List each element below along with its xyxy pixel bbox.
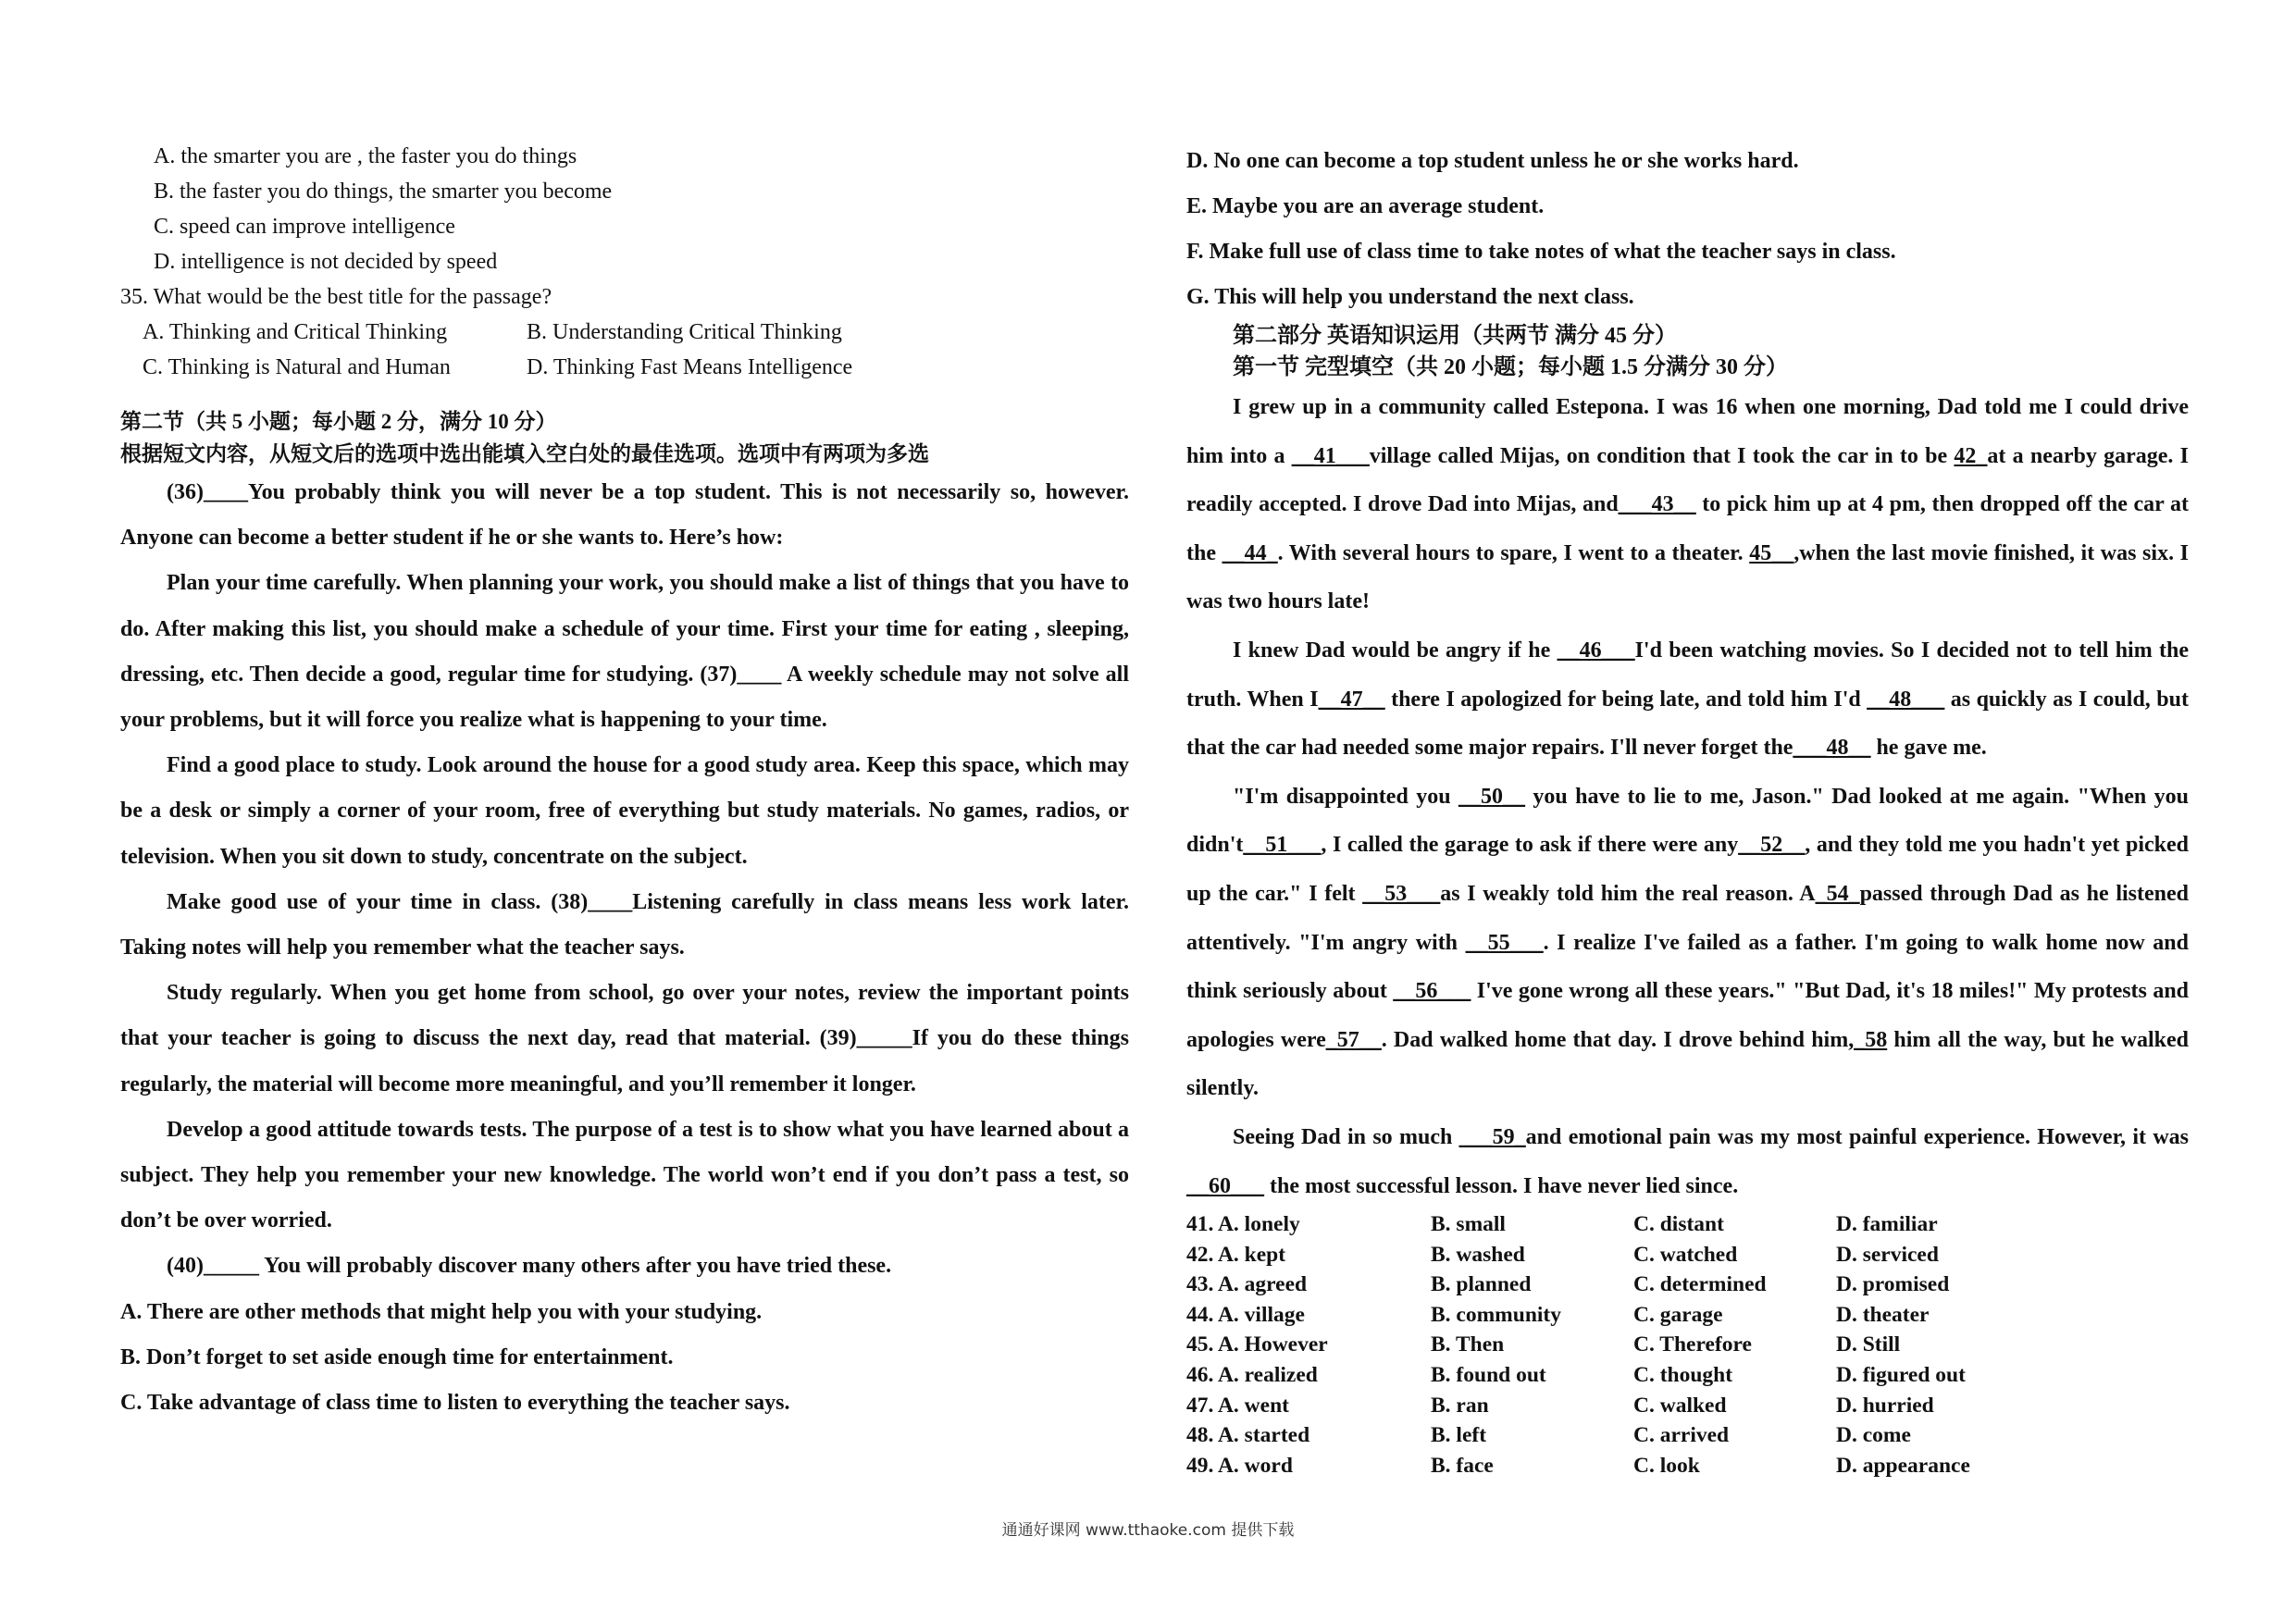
story-text: . With several hours to spare, I went to a theater. [1277, 540, 1750, 565]
answer-option-e: E. Maybe you are an average student. [1186, 194, 1545, 218]
story-text: you have to lie to me, Jason." Dad looked at me again. "When you didn't [1186, 784, 2189, 858]
choice-d: D. theater [1836, 1302, 1930, 1327]
option-d: D. intelligence is not decided by speed [154, 250, 498, 274]
blank-55: __55___ [1465, 930, 1544, 955]
q34-options [120, 139, 1129, 279]
blank-57: _57__ [1325, 1027, 1382, 1052]
choice-b: B. planned [1431, 1272, 1532, 1297]
choice-c: C. determined [1633, 1272, 1767, 1297]
q35-options-row-1 [120, 315, 1129, 350]
q35-stem: 35. What would be the best title for the passage? [120, 285, 552, 309]
choice-c: C. garage [1633, 1302, 1723, 1327]
page-footer: 通通好课网 www.tthaoke.com 提供下载 [1001, 1521, 1295, 1540]
blank-52: __52__ [1738, 833, 1806, 858]
story-paragraph-3 [1186, 773, 2189, 1113]
part2-title: 第二部分 英语知识运用（共两节 满分 45 分） [1233, 324, 1677, 348]
table-row [1186, 1363, 2021, 1394]
q35-option-a: A. Thinking and Critical Thinking [143, 320, 448, 344]
table-row [1186, 1303, 2021, 1333]
q35-option-b: B. Understanding Critical Thinking [527, 320, 842, 344]
story-paragraph-1 [1186, 383, 2189, 626]
answer-option-f: F. Make full use of class time to take notes of what the teacher says in class. [1186, 240, 1896, 264]
choice-d: D. promised [1836, 1272, 1950, 1297]
choice-d: D. familiar [1836, 1212, 1938, 1237]
blank-51: __51___ [1243, 833, 1322, 858]
choice-a: 42. A. kept [1186, 1242, 1286, 1267]
story-text: passed through Dad as he listened attentively. "I'm angry with [1186, 881, 2190, 955]
story-text: "I'm disappointed you [1233, 784, 1458, 809]
blank-50: __50__ [1458, 784, 1525, 809]
table-row [1186, 1394, 2021, 1424]
passage-paragraph-5: Study regularly. When you get home from school, go over your notes, review the important points that your teacher is going to discuss the next day, read that material. (39)_____If you do these things regularly, the material will become more meaningful, and you’ll remember it longer. [120, 981, 1129, 1096]
story-text: I've gone wrong all these years." "But Dad, it's 18 miles!" My protests and apologies were [1186, 979, 2190, 1052]
choice-c: C. look [1633, 1453, 1700, 1478]
blank-56: __56___ [1393, 979, 1471, 1004]
story-text: I knew Dad would be angry if he [1233, 638, 1558, 663]
story-text: . Dad walked home that day. I drove behind him, [1381, 1027, 1855, 1052]
blank-44: __44_ [1222, 540, 1278, 565]
story-text: . I realize I've failed as a father. I'm going to walk home now and think seriously about [1186, 930, 2189, 1004]
blank-45: 45__ [1749, 540, 1794, 565]
answer-option-a: A. There are other methods that might help you with your studying. [120, 1299, 763, 1324]
choice-a: 43. A. agreed [1186, 1272, 1308, 1297]
choice-b: B. washed [1431, 1242, 1525, 1267]
blank-48b: ___48__ [1793, 736, 1871, 761]
passage-paragraph-6: Develop a good attitude towards tests. The purpose of a test is to show what you have learned about a subject. They help you remember your new knowledge. The world won’t end if you don’t pass a test, so don’t be over worried. [120, 1117, 1129, 1233]
story-text: he gave me. [1870, 736, 1987, 761]
choice-a: 44. A. village [1186, 1302, 1305, 1327]
story-text: as quickly as I could, but that the car had needed some major repairs. I'll never forget the [1186, 687, 2189, 761]
choice-a: 46. A. realized [1186, 1363, 1318, 1388]
story-text: ,when the last movie finished, it was six. I was two hours late! [1186, 540, 2189, 614]
table-row [1186, 1272, 2021, 1303]
choice-a: 41. A. lonely [1186, 1212, 1300, 1237]
table-row [1186, 1332, 2021, 1363]
choice-b: B. left [1431, 1423, 1487, 1448]
choice-c: C. Therefore [1633, 1332, 1752, 1357]
story-text: village called Mijas, on condition that I took the car in to be [1369, 443, 1955, 468]
q35-option-d: D. Thinking Fast Means Intelligence [527, 355, 853, 379]
passage-paragraph-2: Plan your time carefully. When planning your work, you should make a list of things that you have to do. After making this list, you should make a schedule of your time. First your time for eating , sleeping, dressing, etc. Then decide a good, regular time for studying. (37)____ A weekly schedule may not solve all your problems, but it will force you realize what is happening to your time. [120, 571, 1129, 733]
answer-option-b: B. Don’t forget to set aside enough time for entertainment. [120, 1344, 674, 1369]
story-text: , and they told me you hadn't yet picked up the car." I felt [1186, 833, 2189, 906]
choice-d: D. serviced [1836, 1242, 1939, 1267]
choice-b: B. found out [1431, 1363, 1546, 1388]
table-row [1186, 1212, 2021, 1243]
choice-c: C. walked [1633, 1393, 1727, 1418]
table-row [1186, 1423, 2021, 1454]
choice-c: C. arrived [1633, 1423, 1730, 1448]
story-text: and emotional pain was my most painful experience. However, it was [1525, 1124, 2190, 1149]
option-a: A. the smarter you are , the faster you do things [154, 144, 577, 168]
story-text: I'd been watching movies. So I decided not to tell him the truth. When I [1186, 638, 2190, 712]
story-text: , I called the garage to ask if there were any [1321, 833, 1739, 858]
part2-section1-title: 第一节 完型填空（共 20 小题；每小题 1.5 分满分 30 分） [1233, 355, 1788, 379]
choice-b: B. small [1431, 1212, 1506, 1237]
q35-options-row-2 [120, 350, 1129, 385]
choice-a: 47. A. went [1186, 1393, 1289, 1418]
story-paragraph-2 [1186, 626, 2189, 773]
choice-a: 45. A. However [1186, 1332, 1328, 1357]
story-text: the most successful lesson. I have never lied since. [1264, 1173, 1739, 1198]
story-text: him all the way, but he walked silently. [1186, 1027, 2189, 1101]
story-paragraph-4 [1186, 1113, 2189, 1210]
blank-59: ___59_ [1458, 1124, 1526, 1149]
blank-53: __53___ [1362, 881, 1441, 906]
section2-instructions: 根据短文内容，从短文后的选项中选出能填入空白处的最佳选项。选项中有两项为多选 [120, 442, 929, 465]
choice-d: D. appearance [1836, 1453, 1970, 1478]
choice-c: C. distant [1633, 1212, 1724, 1237]
story-text: Seeing Dad in so much [1233, 1124, 1459, 1149]
choice-b: B. face [1431, 1453, 1494, 1478]
passage-paragraph-4: Make good use of your time in class. (38)____Listening carefully in class means less work later. Taking notes will help you remember what the teacher says. [120, 889, 1129, 960]
story-text: to pick him up at 4 pm, then dropped off the car at the [1186, 492, 2189, 565]
q35-option-c: C. Thinking is Natural and Human [143, 355, 451, 379]
blank-48a: __48___ [1867, 687, 1945, 712]
left-column [120, 139, 1129, 1426]
story-text: as I weakly told him the real reason. A [1440, 881, 1816, 906]
answer-option-c: C. Take advantage of class time to listen to everything the teacher says. [120, 1391, 790, 1416]
answer-option-d: D. No one can become a top student unless he or she works hard. [1186, 149, 1799, 173]
answer-option-g: G. This will help you understand the next class. [1186, 285, 1634, 309]
story-text: there I apologized for being late, and told him I'd [1384, 687, 1868, 712]
choice-c: C. thought [1633, 1363, 1733, 1388]
right-column [1186, 139, 2189, 1483]
choice-c: C. watched [1633, 1242, 1738, 1267]
table-row [1186, 1454, 2021, 1484]
choice-b: B. ran [1431, 1393, 1489, 1418]
choice-d: D. come [1836, 1423, 1911, 1448]
blank-58: _58 [1854, 1027, 1888, 1052]
table-row [1186, 1243, 2021, 1273]
blank-47: __47__ [1318, 687, 1385, 712]
blank-42: 42_ [1954, 443, 1988, 468]
story-text: I grew up in a community called Estepona. I was 16 when one morning, Dad told me I could drive him into a [1186, 395, 2189, 468]
blank-46: __46___ [1557, 638, 1635, 663]
choice-d: D. figured out [1836, 1363, 1966, 1388]
story-text: at a nearby garage. I readily accepted. I drove Dad into Mijas, and [1186, 443, 2189, 517]
option-b: B. the faster you do things, the smarter you become [154, 180, 613, 204]
option-c: C. speed can improve intelligence [154, 215, 455, 239]
blank-41: __41___ [1291, 443, 1370, 468]
blank-54: _54_ [1815, 881, 1860, 906]
choice-d: D. hurried [1836, 1393, 1934, 1418]
passage-paragraph-3: Find a good place to study. Look around the house for a good study area. Keep this space, which may be a desk or simply a corner of your room, free of everything but study materials. No games, radios, or television. When you sit down to study, concentrate on the subject. [120, 753, 1129, 869]
blank-60: __60___ [1186, 1173, 1264, 1198]
section2-title: 第二节（共 5 小题；每小题 2 分，满分 10 分） [120, 410, 557, 433]
choice-d: D. Still [1836, 1332, 1901, 1357]
passage-paragraph-1: (36)____You probably think you will never be a top student. This is not necessarily so, however. Anyone can become a better student if he or she wants to. Here’s how: [120, 480, 1129, 551]
passage-paragraph-7: (40)_____ You will probably discover many others after you have tried these. [167, 1254, 892, 1279]
cloze-choices-table [1186, 1212, 2021, 1483]
choice-b: B. Then [1431, 1332, 1505, 1357]
choice-b: B. community [1431, 1302, 1561, 1327]
choice-a: 48. A. started [1186, 1423, 1310, 1448]
choice-a: 49. A. word [1186, 1453, 1293, 1478]
blank-43: ___43__ [1618, 492, 1696, 517]
